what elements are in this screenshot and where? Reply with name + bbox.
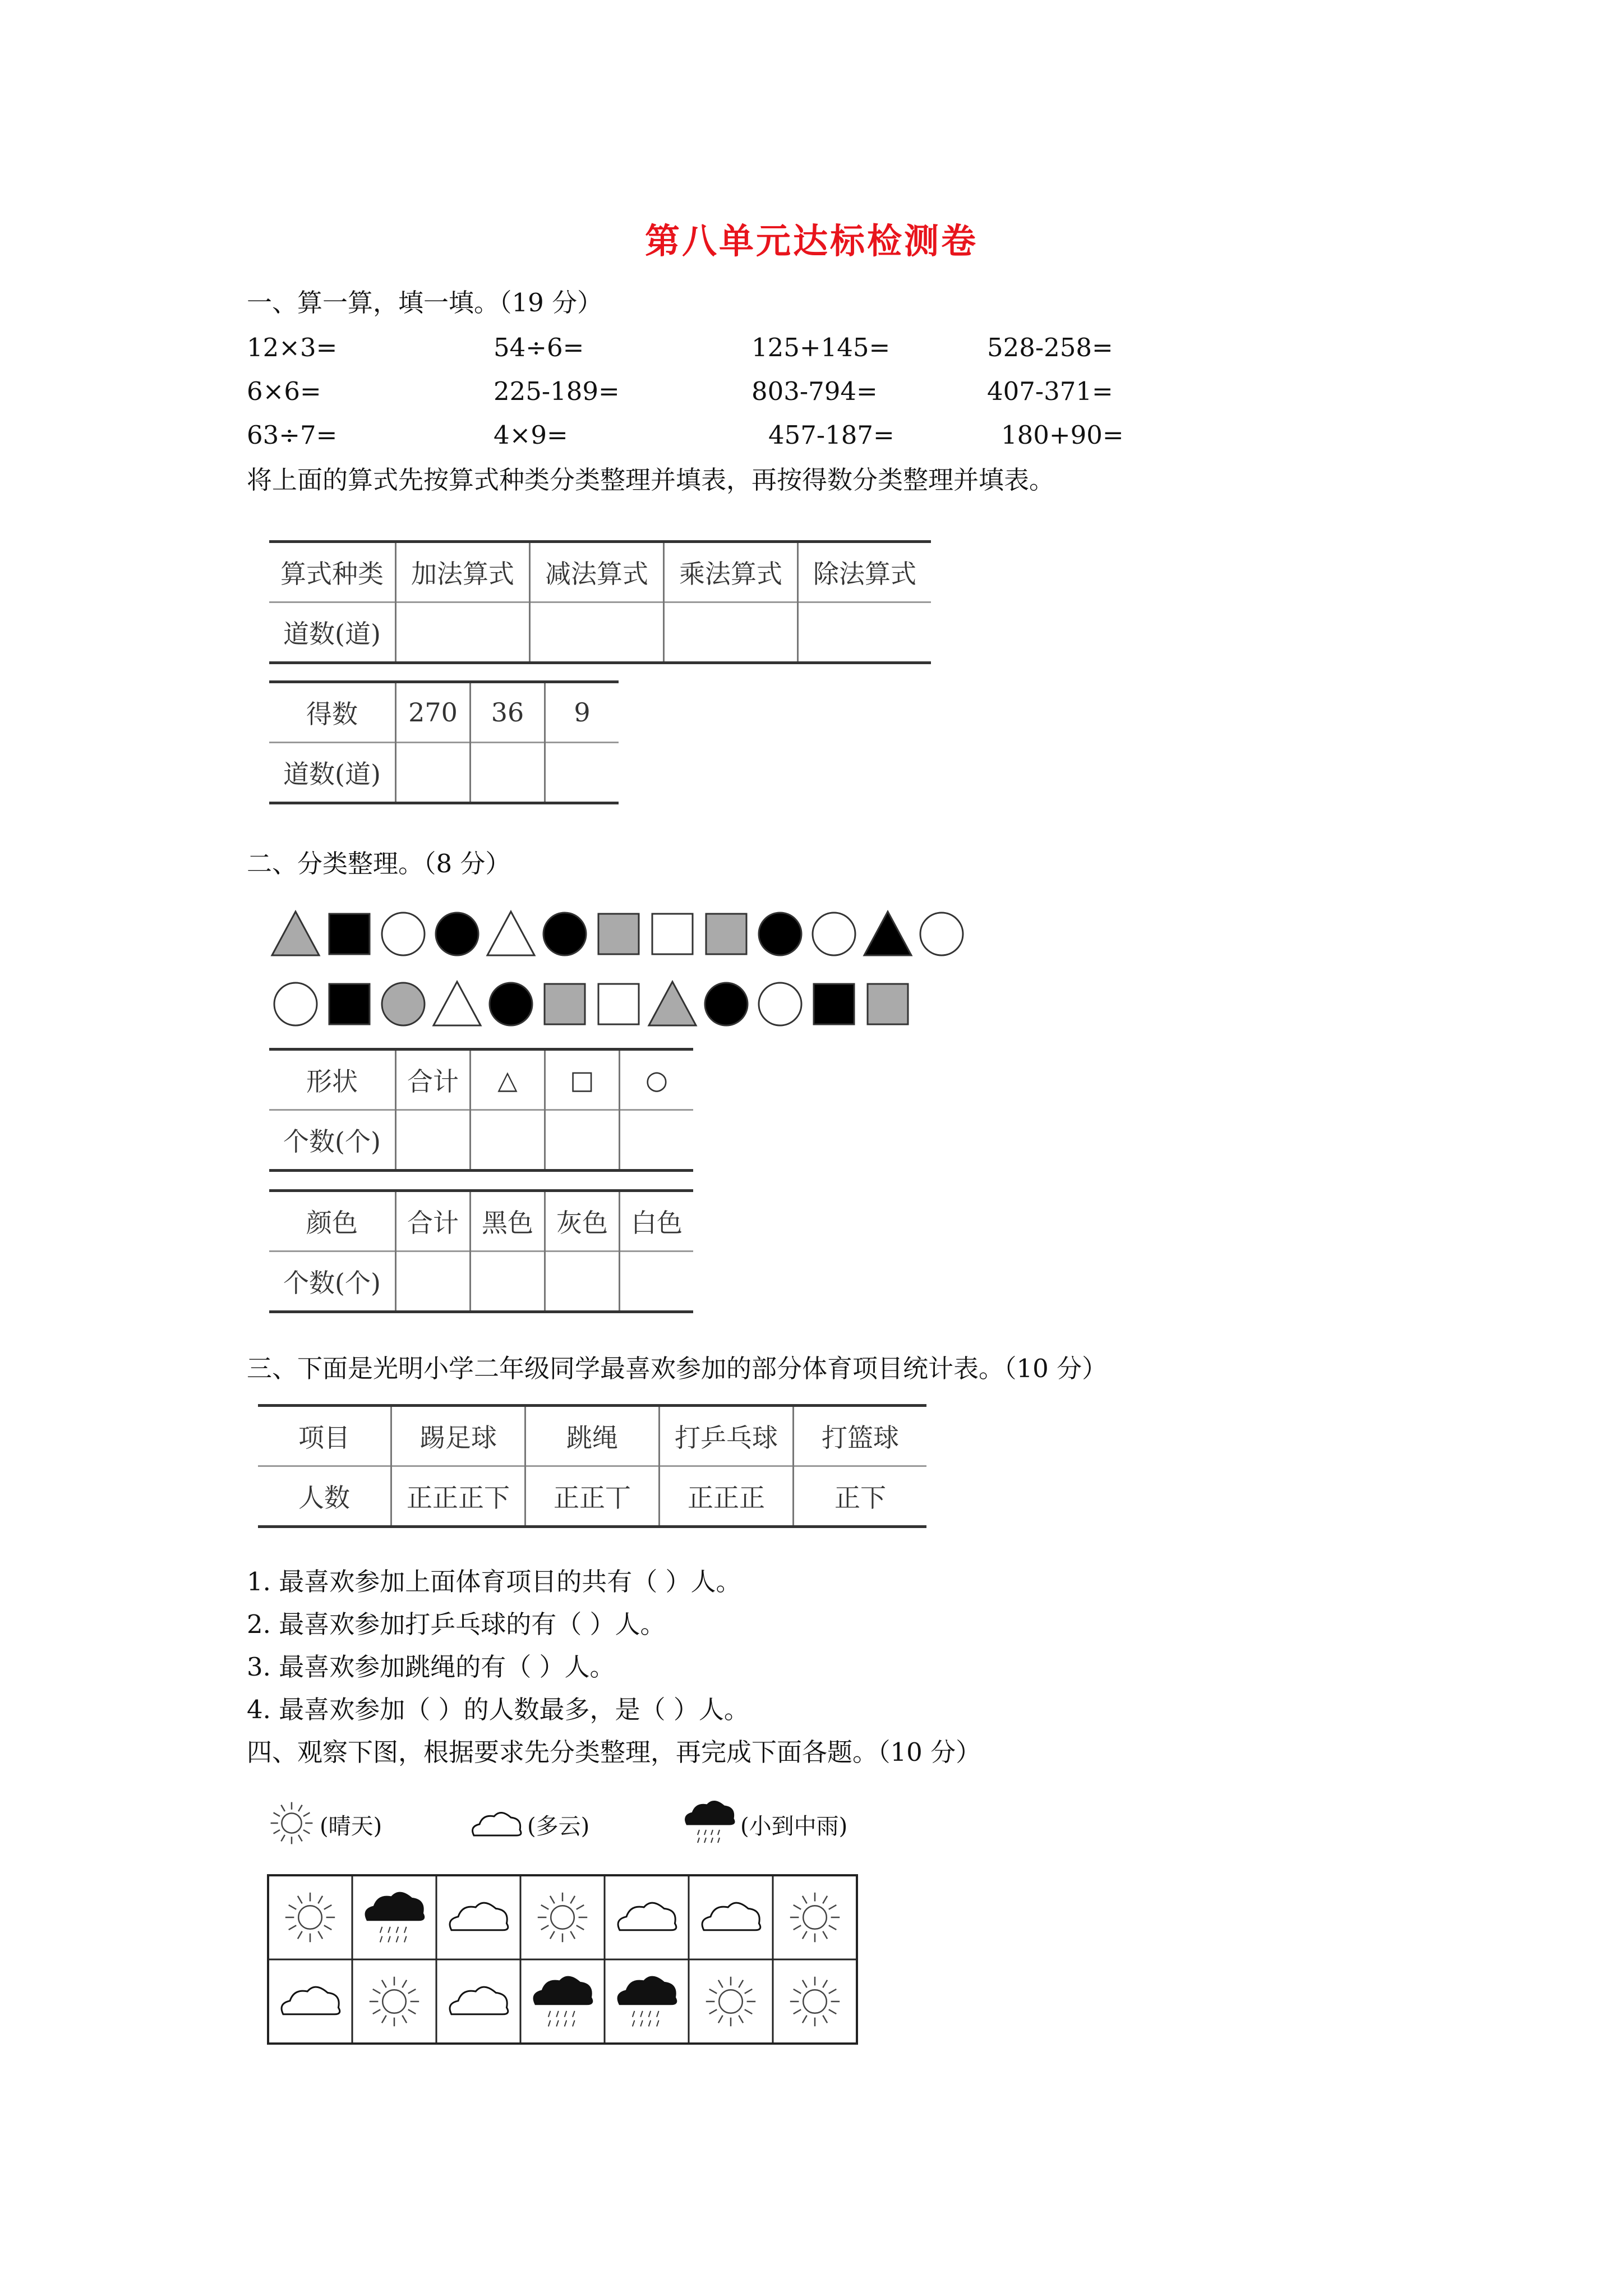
table-header: 得数 xyxy=(306,699,358,729)
circle-black-icon xyxy=(759,913,801,955)
color-count-table xyxy=(269,1189,693,1313)
equation: 180+90= xyxy=(1001,420,1124,450)
answer-cell[interactable] xyxy=(545,1110,620,1170)
answer-cell[interactable] xyxy=(471,743,545,802)
equation: 407-371= xyxy=(987,376,1113,406)
table-header: 合计 xyxy=(396,1051,471,1110)
equation: 12×3= xyxy=(247,333,338,362)
table-header: ○ xyxy=(620,1051,694,1110)
answer-cell[interactable] xyxy=(545,743,619,802)
table-header: 乘法算式 xyxy=(664,543,798,602)
table-header: □ xyxy=(545,1051,620,1110)
table-header: 270 xyxy=(396,683,471,743)
square-gray-icon xyxy=(706,914,746,954)
cloud-icon xyxy=(282,1987,340,2014)
table-header: 形状 xyxy=(306,1066,358,1097)
cloud-icon xyxy=(450,1987,508,2014)
table-header: 黑色 xyxy=(471,1192,545,1251)
row-label: 个数(个) xyxy=(269,1110,396,1170)
table-header: 白色 xyxy=(620,1192,694,1251)
table-header: 跳绳 xyxy=(525,1407,660,1466)
answer-cell[interactable] xyxy=(530,602,664,662)
table-header: 减法算式 xyxy=(530,543,664,602)
tally-cell: 正正正 xyxy=(660,1466,794,1526)
sun-icon xyxy=(790,1977,840,2026)
table-header: 灰色 xyxy=(545,1192,620,1251)
row-label: 道数(道) xyxy=(269,602,396,662)
sun-icon xyxy=(370,1977,419,2026)
circle-white-icon xyxy=(813,913,855,955)
table-header: 算式种类 xyxy=(280,559,384,589)
circle-white-icon xyxy=(382,913,425,955)
shapes-row-1 xyxy=(269,906,976,962)
equation-type-table xyxy=(269,540,931,664)
tally-cell: 正正丅 xyxy=(525,1466,660,1526)
tally-cell: 正下 xyxy=(794,1466,927,1526)
page-title: 第八单元达标检测卷 xyxy=(644,220,978,261)
answer-cell[interactable] xyxy=(620,1251,694,1311)
table-header: 颜色 xyxy=(306,1208,358,1238)
equation: 54÷6= xyxy=(494,333,584,362)
sports-tally-table xyxy=(258,1404,926,1528)
circle-white-icon xyxy=(759,983,801,1025)
instruction-text: 将上面的算式先按算式种类分类整理并填表，再按得数分类整理并填表。 xyxy=(247,465,1055,495)
answer-cell[interactable] xyxy=(471,1251,545,1311)
rain-icon xyxy=(618,1977,676,2026)
cloud-icon xyxy=(702,1903,760,1930)
row-label: 个数(个) xyxy=(269,1251,396,1311)
table-header: 加法算式 xyxy=(396,543,530,602)
row-label: 人数 xyxy=(258,1466,391,1526)
legend-label-cloudy: (多云) xyxy=(527,1814,590,1839)
section2-heading: 二、分类整理。（8 分） xyxy=(247,849,511,878)
equation: 63÷7= xyxy=(247,420,338,450)
square-black-icon xyxy=(329,984,370,1024)
weather-grid xyxy=(266,1874,866,2055)
cloud-icon xyxy=(465,1795,527,1851)
equation: 125+145= xyxy=(751,333,891,362)
square-black-icon xyxy=(329,914,370,954)
table-header: △ xyxy=(471,1051,545,1110)
table-header: 打乒乓球 xyxy=(660,1407,794,1466)
shape-count-table xyxy=(269,1048,693,1172)
shapes-row-2 xyxy=(269,976,976,1032)
square-gray-icon xyxy=(598,914,639,954)
circle-gray-icon xyxy=(382,983,425,1025)
table-header: 除法算式 xyxy=(798,543,932,602)
tally-cell: 正正正下 xyxy=(391,1466,525,1526)
sun-icon xyxy=(285,1893,335,1942)
equation: 457-187= xyxy=(768,420,895,450)
rain-icon xyxy=(679,1795,740,1857)
answer-cell[interactable] xyxy=(396,1110,471,1170)
section4-heading: 四、观察下图，根据要求先分类整理，再完成下面各题。（10 分） xyxy=(247,1737,981,1767)
answer-cell[interactable] xyxy=(396,602,530,662)
legend-label-rain: (小到中雨) xyxy=(740,1814,848,1839)
question-1: 1. 最喜欢参加上面体育项目的共有（ ）人。 xyxy=(247,1567,741,1596)
table-header: 合计 xyxy=(396,1192,471,1251)
table-header: 36 xyxy=(471,683,545,743)
equation: 528-258= xyxy=(987,333,1113,362)
section3-heading: 三、下面是光明小学二年级同学最喜欢参加的部分体育项目统计表。（10 分） xyxy=(247,1354,1108,1383)
weather-legend xyxy=(264,1795,937,1857)
result-table xyxy=(269,680,619,804)
answer-cell[interactable] xyxy=(545,1251,620,1311)
section1-heading: 一、算一算，填一填。（19 分） xyxy=(247,288,603,318)
table-header: 踢足球 xyxy=(391,1407,525,1466)
triangle-white-icon xyxy=(487,912,534,955)
circle-black-icon xyxy=(490,983,532,1025)
legend-label-sunny: (晴天) xyxy=(320,1814,382,1839)
square-gray-icon xyxy=(868,984,908,1024)
sun-icon xyxy=(790,1893,840,1942)
table-header: 项目 xyxy=(298,1423,350,1453)
square-white-icon xyxy=(598,984,639,1024)
square-black-icon xyxy=(814,984,854,1024)
cloud-icon xyxy=(450,1903,508,1930)
equation: 803-794= xyxy=(751,376,878,406)
sun-icon xyxy=(264,1795,320,1851)
circle-white-icon xyxy=(274,983,317,1025)
rain-icon xyxy=(534,1977,592,2026)
answer-cell[interactable] xyxy=(471,1110,545,1170)
triangle-gray-icon xyxy=(272,912,319,955)
question-4: 4. 最喜欢参加（ ）的人数最多，是（ ）人。 xyxy=(247,1695,749,1724)
triangle-white-icon xyxy=(434,982,481,1025)
circle-black-icon xyxy=(705,983,748,1025)
equation: 6×6= xyxy=(247,376,321,406)
cloud-icon xyxy=(618,1903,676,1930)
table-header: 打篮球 xyxy=(794,1407,927,1466)
circle-black-icon xyxy=(543,913,586,955)
answer-cell[interactable] xyxy=(664,602,798,662)
answer-cell[interactable] xyxy=(620,1110,694,1170)
square-gray-icon xyxy=(545,984,585,1024)
table-header: 9 xyxy=(545,683,619,743)
circle-black-icon xyxy=(436,913,478,955)
answer-cell[interactable] xyxy=(396,1251,471,1311)
question-3: 3. 最喜欢参加跳绳的有（ ）人。 xyxy=(247,1652,615,1682)
sun-icon xyxy=(706,1977,755,2026)
question-2: 2. 最喜欢参加打乒乓球的有（ ）人。 xyxy=(247,1609,666,1639)
sun-icon xyxy=(538,1893,587,1942)
equation: 4×9= xyxy=(494,420,568,450)
rain-icon xyxy=(366,1893,424,1942)
answer-cell[interactable] xyxy=(798,602,932,662)
triangle-gray-icon xyxy=(649,982,696,1025)
answer-cell[interactable] xyxy=(396,743,471,802)
square-white-icon xyxy=(652,914,693,954)
equation: 225-189= xyxy=(494,376,620,406)
circle-white-icon xyxy=(920,913,963,955)
row-label: 道数(道) xyxy=(269,743,396,802)
triangle-black-icon xyxy=(864,912,911,955)
